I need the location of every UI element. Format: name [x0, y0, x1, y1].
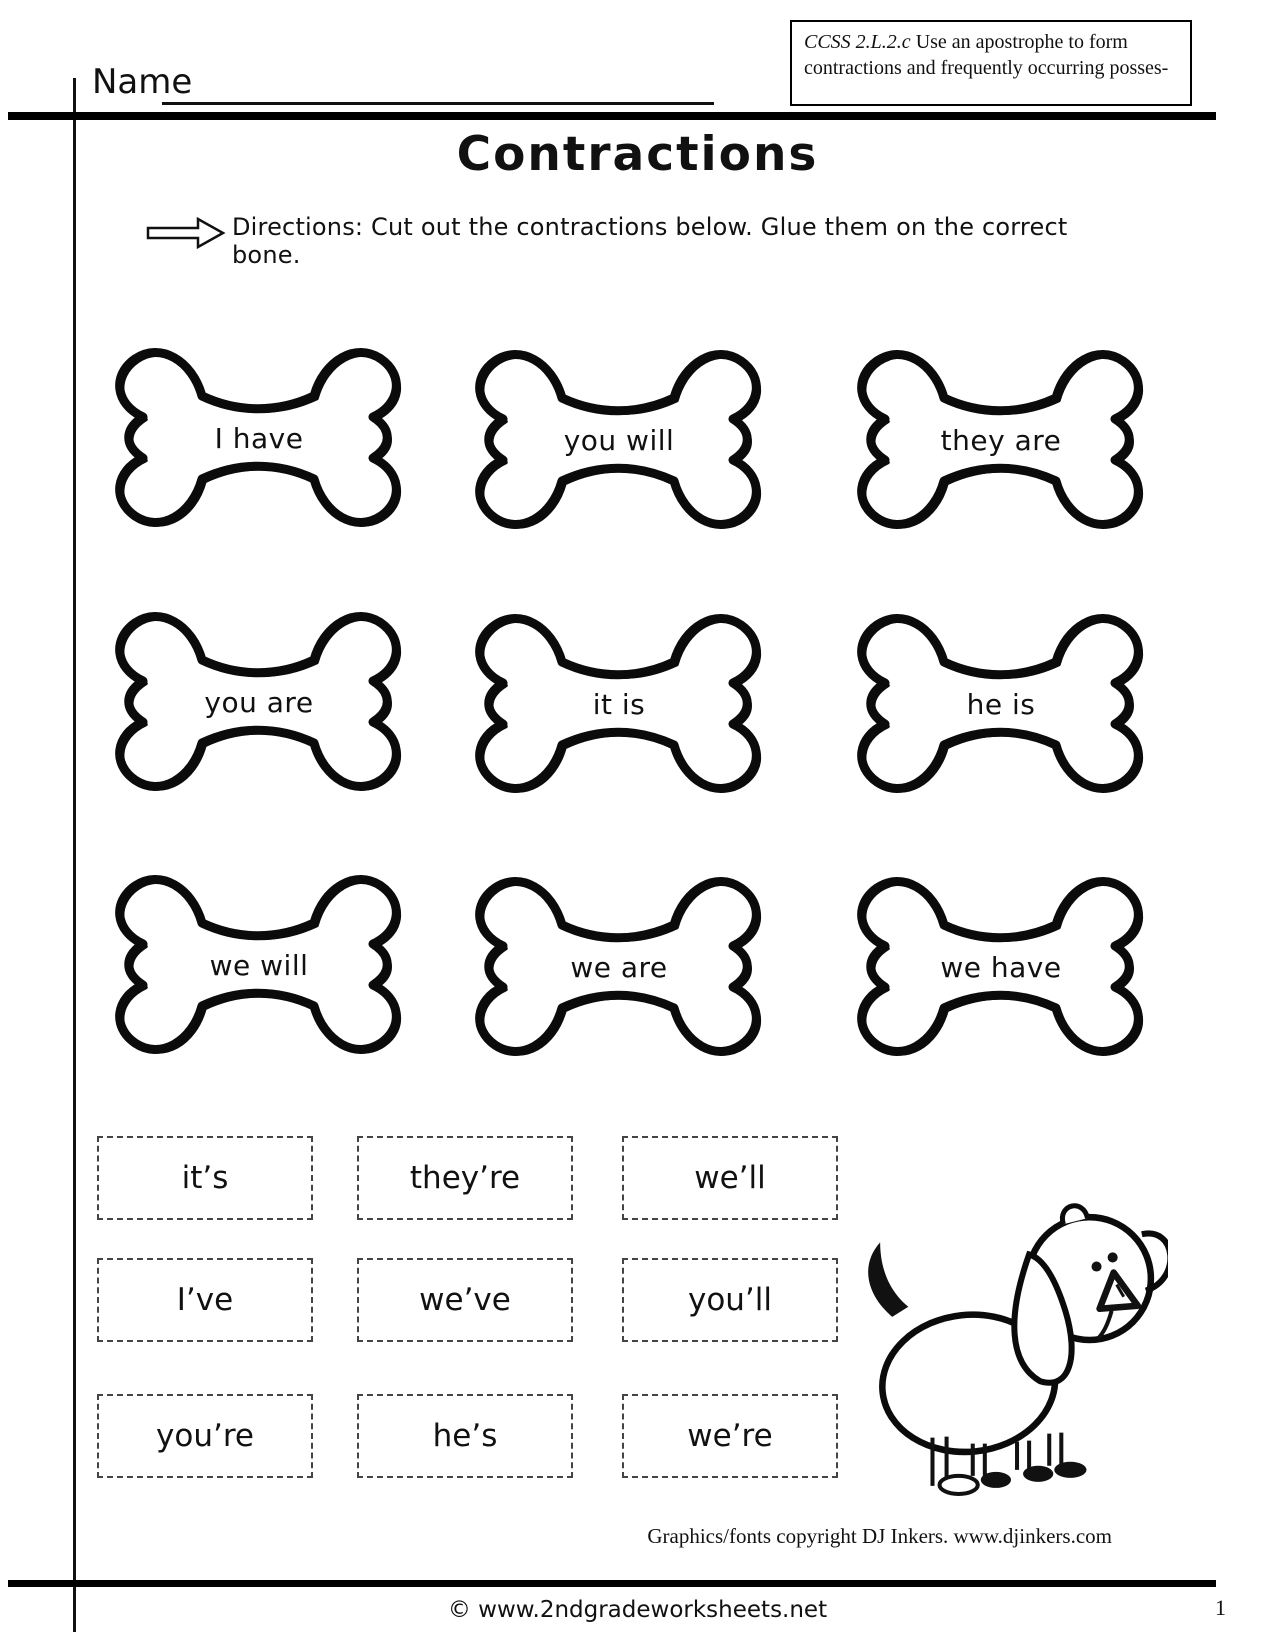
- bone-he-is[interactable]: [840, 586, 1162, 823]
- directions-text: Directions: Cut out the contractions below. Glue them on the correct bone.: [232, 213, 1068, 269]
- bone-they-are[interactable]: [840, 322, 1162, 559]
- card-youll[interactable]: [622, 1258, 838, 1342]
- card-label: we’ve: [419, 1282, 511, 1318]
- card-label: we’re: [687, 1418, 773, 1454]
- dog-illustration: [856, 1186, 1168, 1498]
- card-ive[interactable]: [97, 1258, 313, 1342]
- card-label: they’re: [409, 1160, 521, 1196]
- name-label: Name: [92, 62, 193, 102]
- card-well[interactable]: [622, 1136, 838, 1220]
- page-title: Contractions: [456, 127, 819, 182]
- card-youre[interactable]: [97, 1394, 313, 1478]
- card-weve[interactable]: [357, 1258, 573, 1342]
- footer-divider-rule: [8, 1580, 1216, 1587]
- card-label: it’s: [181, 1160, 229, 1196]
- bone-it-is[interactable]: [458, 586, 780, 823]
- card-label: you’re: [156, 1418, 254, 1454]
- card-label: he’s: [432, 1418, 498, 1454]
- bone-label: we are: [570, 951, 668, 984]
- card-theyre[interactable]: [357, 1136, 573, 1220]
- bone-label: he is: [966, 688, 1036, 721]
- ccss-description: Use an apostrophe to form contractions and frequently occurring posses-: [804, 31, 1169, 80]
- bone-label: I have: [214, 422, 304, 455]
- bone-label: you are: [204, 686, 314, 719]
- card-label: we’ll: [694, 1160, 766, 1196]
- ccss-code: CCSS 2.L.2.c: [804, 31, 911, 53]
- bone-we-have[interactable]: [840, 849, 1162, 1086]
- bone-i-have[interactable]: [98, 320, 420, 557]
- bone-label: we have: [940, 951, 1062, 984]
- bone-we-will[interactable]: [98, 847, 420, 1084]
- left-margin-rule: [73, 78, 76, 1632]
- card-hes[interactable]: [357, 1394, 573, 1478]
- bone-we-are[interactable]: [458, 849, 780, 1086]
- card-were[interactable]: [622, 1394, 838, 1478]
- bone-label: it is: [592, 688, 646, 721]
- page-number: 1: [1215, 1595, 1226, 1620]
- bone-label: you will: [563, 424, 675, 457]
- header-divider-rule: [8, 112, 1216, 120]
- copyright-credit: Graphics/fonts copyright DJ Inkers. www.djinkers.com: [647, 1524, 1112, 1548]
- card-its[interactable]: [97, 1136, 313, 1220]
- name-write-line[interactable]: [162, 64, 714, 105]
- bone-you-are[interactable]: [98, 584, 420, 821]
- bone-you-will[interactable]: [458, 322, 780, 559]
- bone-label: they are: [940, 424, 1062, 457]
- directions-arrow-icon: [146, 214, 226, 252]
- footer-website: © www.2ndgradeworksheets.net: [447, 1597, 828, 1623]
- ccss-standard-box: [790, 20, 1192, 106]
- card-label: I’ve: [176, 1282, 234, 1318]
- bone-label: we will: [209, 949, 309, 982]
- card-label: you’ll: [687, 1282, 773, 1318]
